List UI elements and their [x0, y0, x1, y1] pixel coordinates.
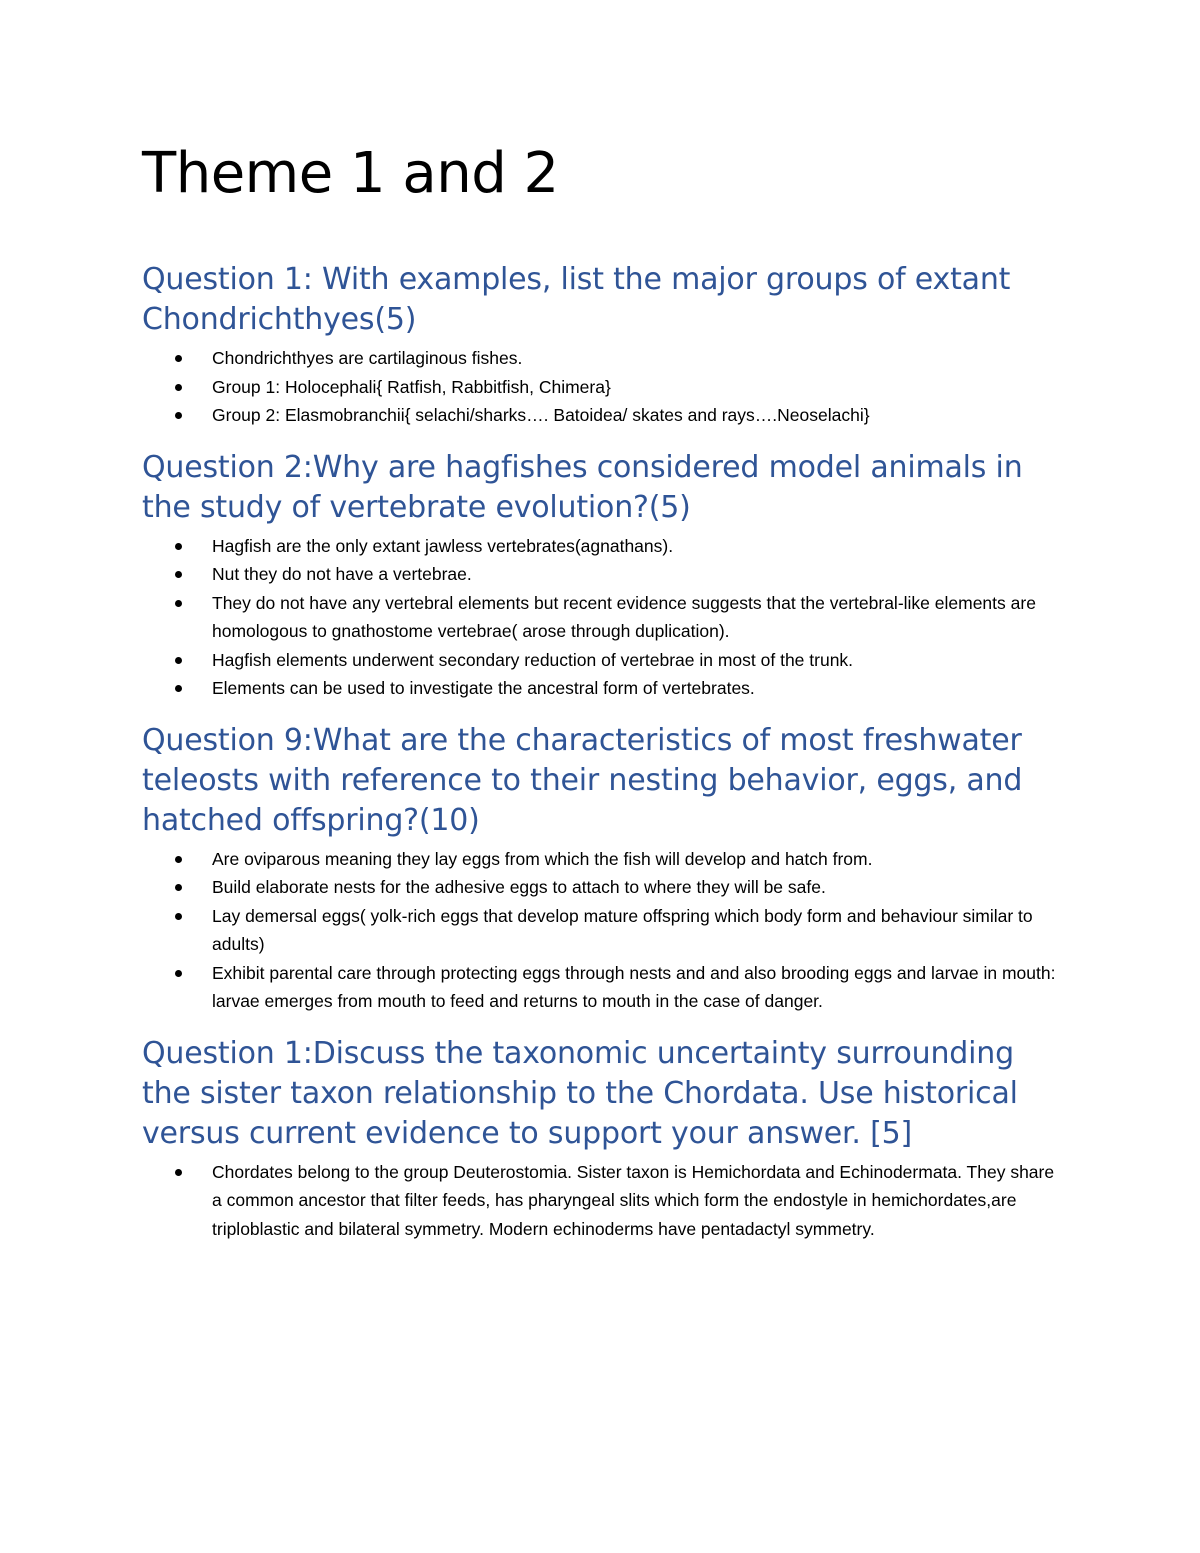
list-item: Hagfish are the only extant jawless vertebrates(agnathans). [142, 532, 1062, 561]
bullet-icon [175, 913, 182, 920]
document-title: Theme 1 and 2 [142, 141, 559, 206]
bullet-icon [175, 355, 182, 362]
question-heading: Question 9:What are the characteristics of most freshwater teleosts with reference to their nesting behavior, eggs, and hatched offspring?(10) [142, 722, 1023, 838]
bullet-icon [175, 412, 182, 419]
list-item: Group 1: Holocephali{ Ratfish, Rabbitfish, Chimera} [142, 373, 1062, 402]
bullet-icon [175, 657, 182, 664]
bullet-icon [175, 884, 182, 891]
list-item: Hagfish elements underwent secondary reduction of vertebrae in most of the trunk. [142, 646, 1062, 675]
bullet-icon [175, 970, 182, 977]
question-heading: Question 2:Why are hagfishes considered model animals in the study of vertebrate evolution?(5) [142, 449, 1023, 525]
list-item: Chondrichthyes are cartilaginous fishes. [142, 344, 1062, 373]
list-item: Elements can be used to investigate the ancestral form of vertebrates. [142, 674, 1062, 703]
bullet-icon [175, 856, 182, 863]
list-item: Chordates belong to the group Deuterostomia. Sister taxon is Hemichordata and Echinodermata. They share a common ancestor that filter feeds, has pharyngeal slits which form the endostyle in hemichordates,are triploblastic and bilateral symmetry. Modern echinoderms have pentadactyl symmetry. [142, 1158, 1062, 1244]
bullet-icon [175, 600, 182, 607]
list-item: Exhibit parental care through protecting eggs through nests and and also brooding eggs and larvae in mouth: larvae emerges from mouth to feed and returns to mouth in the case of danger. [142, 959, 1062, 1016]
section-4 [142, 1034, 1062, 1244]
section-1 [142, 260, 1062, 430]
list-item: Build elaborate nests for the adhesive eggs to attach to where they will be safe. [142, 873, 1062, 902]
document-page [142, 138, 1062, 1261]
list-item: They do not have any vertebral elements but recent evidence suggests that the vertebral-like elements are homologous to gnathostome vertebrae( arose through duplication). [142, 589, 1062, 646]
answer-list [142, 1158, 1062, 1244]
question-heading: Question 1: With examples, list the major groups of extant Chondrichthyes(5) [142, 262, 1011, 337]
list-item: Nut they do not have a vertebrae. [142, 560, 1062, 589]
answer-list [142, 344, 1062, 430]
section-3 [142, 721, 1062, 1016]
list-item: Group 2: Elasmobranchii{ selachi/sharks…. Batoidea/ skates and rays….Neoselachi} [142, 401, 1062, 430]
answer-list [142, 845, 1062, 1016]
question-heading: Question 1:Discuss the taxonomic uncertainty surrounding the sister taxon relationship to the Chordata. Use historical versus current evidence to support your answer. [5] [142, 1035, 1018, 1151]
bullet-icon [175, 1169, 182, 1176]
bullet-icon [175, 685, 182, 692]
bullet-icon [175, 543, 182, 550]
section-2 [142, 448, 1062, 703]
answer-list [142, 532, 1062, 703]
bullet-icon [175, 384, 182, 391]
list-item: Are oviparous meaning they lay eggs from which the fish will develop and hatch from. [142, 845, 1062, 874]
bullet-icon [175, 571, 182, 578]
list-item: Lay demersal eggs( yolk-rich eggs that develop mature offspring which body form and behaviour similar to adults) [142, 902, 1062, 959]
